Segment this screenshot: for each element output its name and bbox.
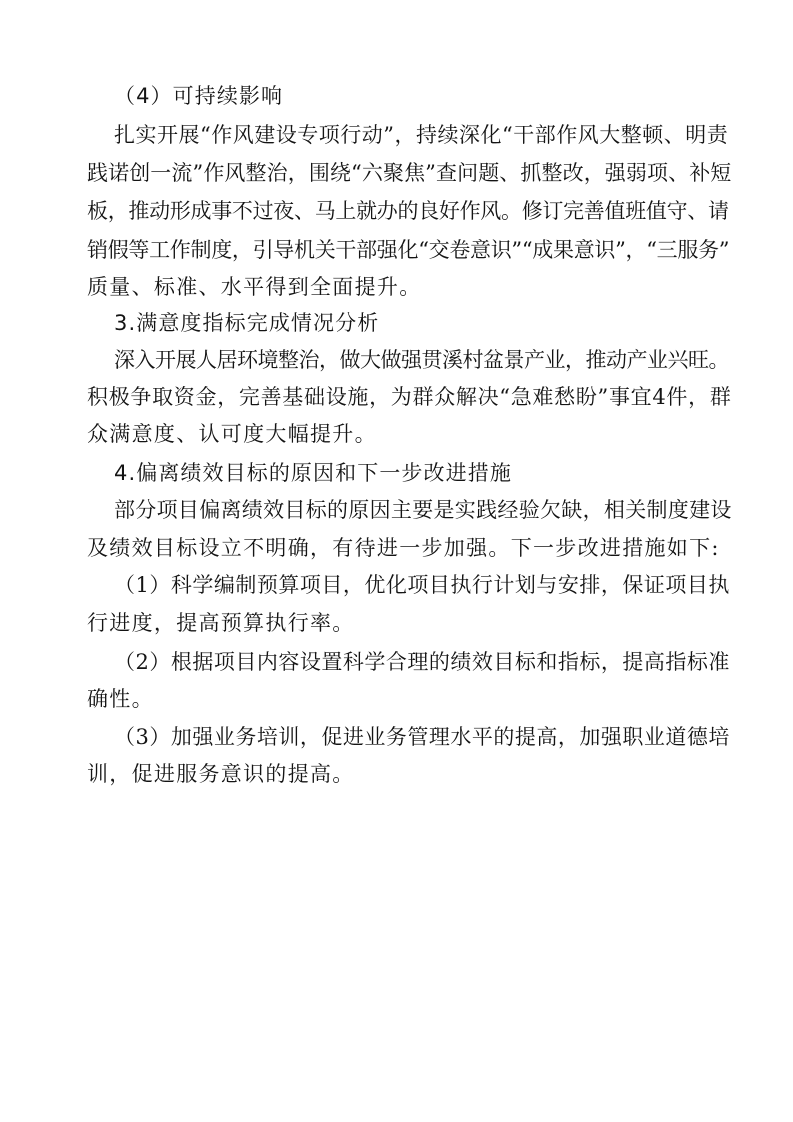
paragraph-line: 板，推动形成事不过夜、马上就办的良好作风。修订完善值班值守、请 [87, 199, 729, 223]
measure-item: （1）科学编制预算项目，优化项目执行计划与安排，保证项目执 [114, 573, 730, 597]
paragraph-line: 部分项目偏离绩效目标的原因主要是实践经验欠缺，相关制度建设 [114, 498, 732, 522]
measure-item: （2）根据项目内容设置科学合理的绩效目标和指标，提高指标准 [114, 650, 730, 674]
paragraph-line: 深入开展人居环境整治，做大做强贯溪村盆景产业，推动产业兴旺。 [114, 348, 729, 372]
measure-item-continuation: 训，促进服务意识的提高。 [87, 762, 355, 786]
paragraph-line: 践诺创一流”作风整治，围绕“六聚焦”查问题、抓整改，强弱项、补短 [87, 161, 732, 185]
measure-item-continuation: 行进度，提高预算执行率。 [87, 611, 355, 635]
paragraph-line: 众满意度、认可度大幅提升。 [87, 422, 377, 446]
paragraph-line: 销假等工作制度，引导机关干部强化“交卷意识”“成果意识”，“三服务” [87, 238, 730, 262]
measure-item-continuation: 确性。 [87, 687, 154, 711]
section-heading-sustainable-impact: （4）可持续影响 [114, 84, 284, 108]
measure-item: （3）加强业务培训，促进业务管理水平的提高，加强职业道德培 [114, 725, 730, 749]
paragraph-line: 积极争取资金，完善基础设施，为群众解决“急难愁盼”事宜4件，群 [87, 385, 732, 409]
section-heading-deviation: 4.偏离绩效目标的原因和下一步改进措施 [114, 461, 512, 485]
paragraph-line: 扎实开展“作风建设专项行动”，持续深化“干部作风大整顿、明责 [114, 123, 729, 147]
paragraph-line: 质量、标准、水平得到全面提升。 [87, 275, 422, 299]
section-heading-satisfaction: 3.满意度指标完成情况分析 [114, 311, 380, 335]
paragraph-line: 及绩效目标设立不明确，有待进一步加强。下一步改进措施如下: [87, 536, 720, 560]
